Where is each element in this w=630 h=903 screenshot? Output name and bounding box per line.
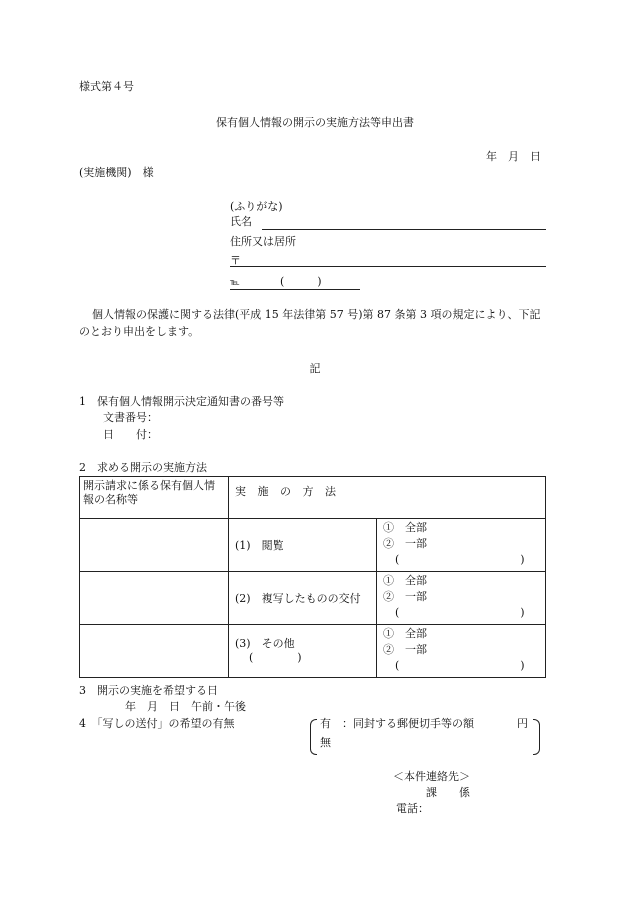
option-all[interactable]: ① 全部 [383, 521, 427, 534]
tel-paren: ( ) [280, 275, 322, 288]
col-header-method: 実 施 の 方 法 [229, 477, 546, 519]
date-line: 年 月 日 [486, 150, 541, 163]
address-line [230, 266, 546, 267]
table-header-row [80, 477, 546, 519]
method-label: (2) 複写したものの交付 [235, 592, 361, 605]
info-name-cell[interactable] [80, 572, 229, 625]
method-cell [229, 572, 377, 625]
ki-heading: 記 [309, 362, 321, 375]
postal-label: 〒 [230, 254, 241, 267]
section1-heading: 1 保有個人情報開示決定通知書の番号等 [79, 395, 284, 408]
table-row [80, 519, 546, 572]
table-row [80, 625, 546, 678]
option-all[interactable]: ① 全部 [383, 627, 427, 640]
info-name-cell[interactable] [80, 625, 229, 678]
option-cell [377, 572, 546, 625]
contact-dept: 課 係 [426, 786, 470, 799]
doc-number-label: 文書番号： [103, 411, 158, 424]
section2-heading: 2 求める開示の実施方法 [79, 461, 207, 474]
intro-line-2: のとおり申出をします。 [79, 325, 200, 338]
col-header-info-name: 開示請求に係る保有個人情報の名称等 [80, 477, 229, 519]
furigana-label: (ふりがな) [230, 200, 283, 213]
page-title: 保有個人情報の開示の実施方法等申出書 [216, 116, 414, 129]
name-line [262, 229, 546, 230]
section3-date[interactable]: 年 月 日 午前・午後 [125, 700, 246, 713]
method-cell [229, 625, 377, 678]
option-cell [377, 625, 546, 678]
name-label: 氏名 [230, 215, 252, 228]
form-number: 様式第４号 [79, 80, 134, 93]
left-bracket [310, 719, 317, 755]
option-part[interactable]: ② 一部 [383, 590, 427, 603]
option-part[interactable]: ② 一部 [383, 643, 427, 656]
tel-label: ℡ [230, 278, 240, 288]
copy-yes[interactable]: 有 ：同封する郵便切手等の額 [320, 717, 474, 730]
option-part[interactable]: ② 一部 [383, 537, 427, 550]
right-bracket [533, 719, 540, 755]
option-detail[interactable]: ( ) [395, 659, 525, 672]
option-all[interactable]: ① 全部 [383, 574, 427, 587]
copy-no[interactable]: 無 [320, 736, 331, 749]
address-label: 住所又は居所 [230, 235, 296, 248]
intro-line-1: 個人情報の保護に関する法律(平成 15 年法律第 57 号)第 87 条第 3 項の規定により、下記 [92, 308, 541, 321]
option-cell [377, 519, 546, 572]
contact-phone: 電話： [396, 802, 429, 815]
doc-date-label: 日 付： [103, 428, 158, 441]
contact-title: ＜本件連絡先＞ [393, 770, 470, 783]
option-detail[interactable]: ( ) [395, 606, 525, 619]
info-name-cell[interactable] [80, 519, 229, 572]
method-table [79, 476, 546, 678]
tel-line [230, 289, 360, 290]
recipient: (実施機関) 様 [79, 166, 154, 179]
table-row [80, 572, 546, 625]
method-cell [229, 519, 377, 572]
section3-heading: 3 開示の実施を希望する日 [79, 684, 218, 697]
method-label: (3) その他 [235, 637, 295, 650]
method-label: (1) 閲覧 [235, 539, 284, 552]
method-other-paren[interactable]: ( ) [249, 651, 302, 664]
section4-heading: 4 「写しの送付」の希望の有無 [79, 717, 235, 730]
yen-label: 円 [517, 717, 528, 730]
option-detail[interactable]: ( ) [395, 553, 525, 566]
